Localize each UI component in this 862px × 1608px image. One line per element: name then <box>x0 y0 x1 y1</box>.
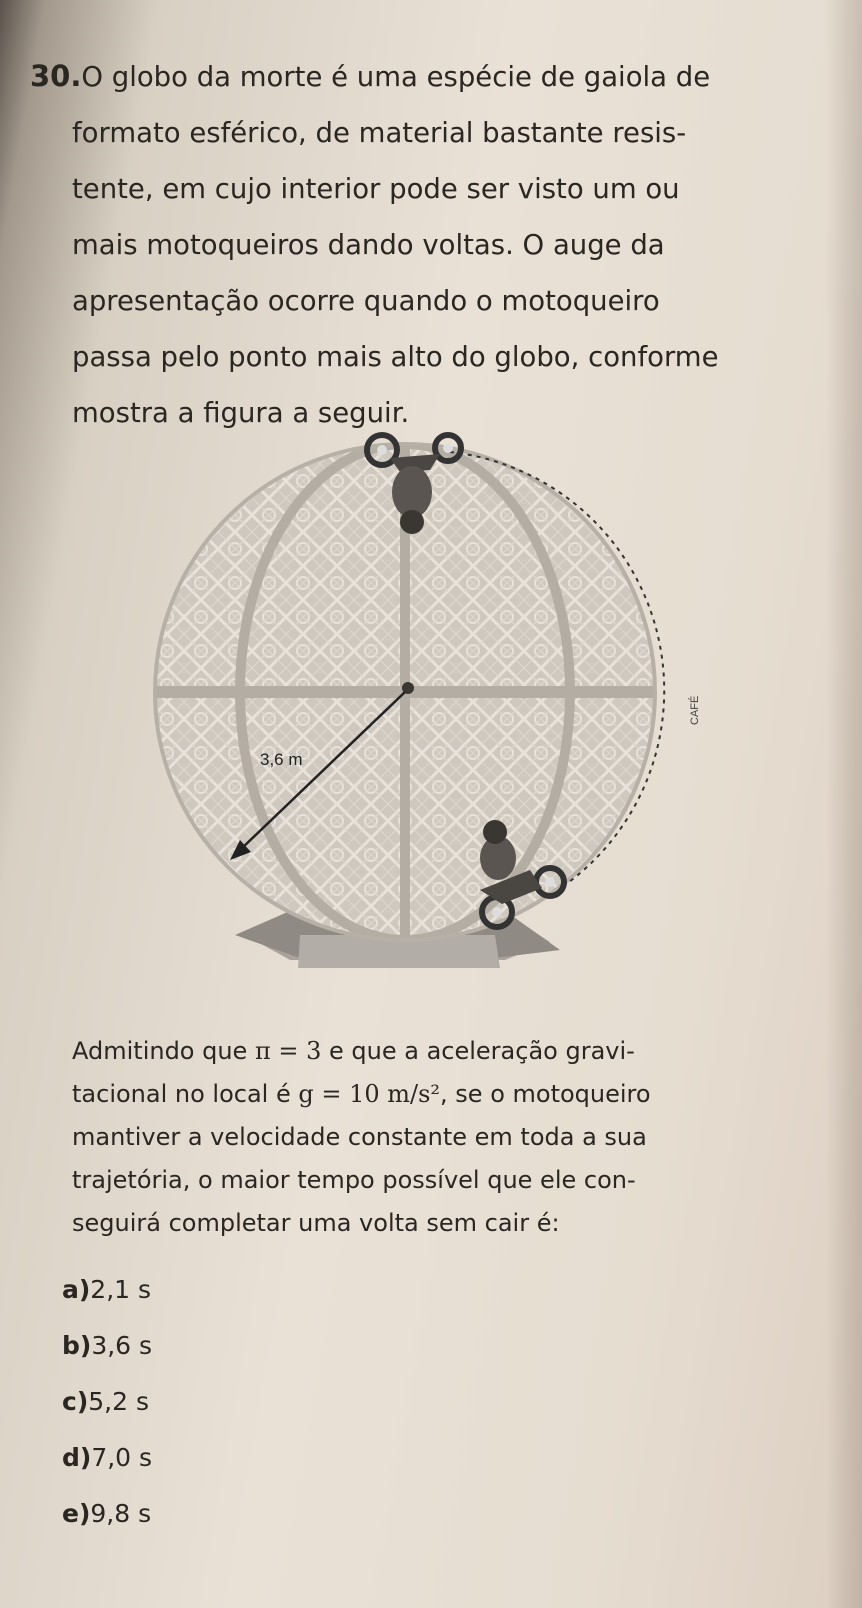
stem-line-2-pre: tacional no local é <box>72 1080 299 1108</box>
question-line-6: passa pelo ponto mais alto do globo, conforme <box>72 341 719 373</box>
option-a[interactable] <box>62 1262 462 1318</box>
stem-line-1-pre: Admitindo que <box>72 1037 255 1065</box>
stem-line-1 <box>72 1030 832 1073</box>
question-line-7: mostra a figura a seguir. <box>72 397 410 429</box>
option-b[interactable] <box>62 1318 462 1374</box>
option-c-letter: c) <box>62 1387 89 1416</box>
option-d[interactable] <box>62 1430 462 1486</box>
option-e-text: 9,8 s <box>90 1499 152 1528</box>
globe-svg <box>150 430 720 1000</box>
option-e-letter: e) <box>62 1499 91 1528</box>
question-line-1 <box>30 48 830 105</box>
radius-label: 3,6 m <box>260 750 303 769</box>
page-edge-shadow <box>826 0 862 1608</box>
question-number: 30. <box>30 59 82 93</box>
stem-line-1-post: e que a aceleração gravi- <box>321 1037 635 1065</box>
question-line-5: apresentação ocorre quando o motoqueiro <box>72 285 660 317</box>
option-b-text: 3,6 s <box>91 1331 153 1360</box>
stem-line-5: seguirá completar uma volta sem cair é: <box>72 1209 560 1237</box>
option-d-text: 7,0 s <box>91 1443 153 1472</box>
option-d-letter: d) <box>62 1443 92 1472</box>
side-label-cafe: CAFÉ <box>689 695 701 725</box>
pi-value: π = 3 <box>254 1037 322 1065</box>
stem-line-4: trajetória, o maior tempo possível que ele con- <box>72 1166 636 1194</box>
option-a-text: 2,1 s <box>90 1275 152 1304</box>
option-a-letter: a) <box>62 1275 91 1304</box>
question-line-1-text: O globo da morte é uma espécie de gaiola de <box>81 61 711 93</box>
globe-of-death-figure <box>150 430 720 1000</box>
stem-line-3: mantiver a velocidade constante em toda a sua <box>72 1123 647 1151</box>
question-line-2: formato esférico, de material bastante resis- <box>72 117 687 149</box>
gravity-value: g = 10 m/s² <box>298 1080 441 1108</box>
option-c[interactable] <box>62 1374 462 1430</box>
option-e[interactable] <box>62 1486 462 1542</box>
question-text <box>30 48 830 441</box>
stem-line-2 <box>72 1073 832 1116</box>
answer-options <box>62 1262 462 1542</box>
option-c-text: 5,2 s <box>88 1387 149 1416</box>
question-line-4: mais motoqueiros dando voltas. O auge da <box>72 229 665 261</box>
question-line-3: tente, em cujo interior pode ser visto um ou <box>72 173 680 205</box>
stem-line-2-post: , se o motoqueiro <box>440 1080 651 1108</box>
option-b-letter: b) <box>62 1331 92 1360</box>
question-stem <box>72 1030 832 1245</box>
